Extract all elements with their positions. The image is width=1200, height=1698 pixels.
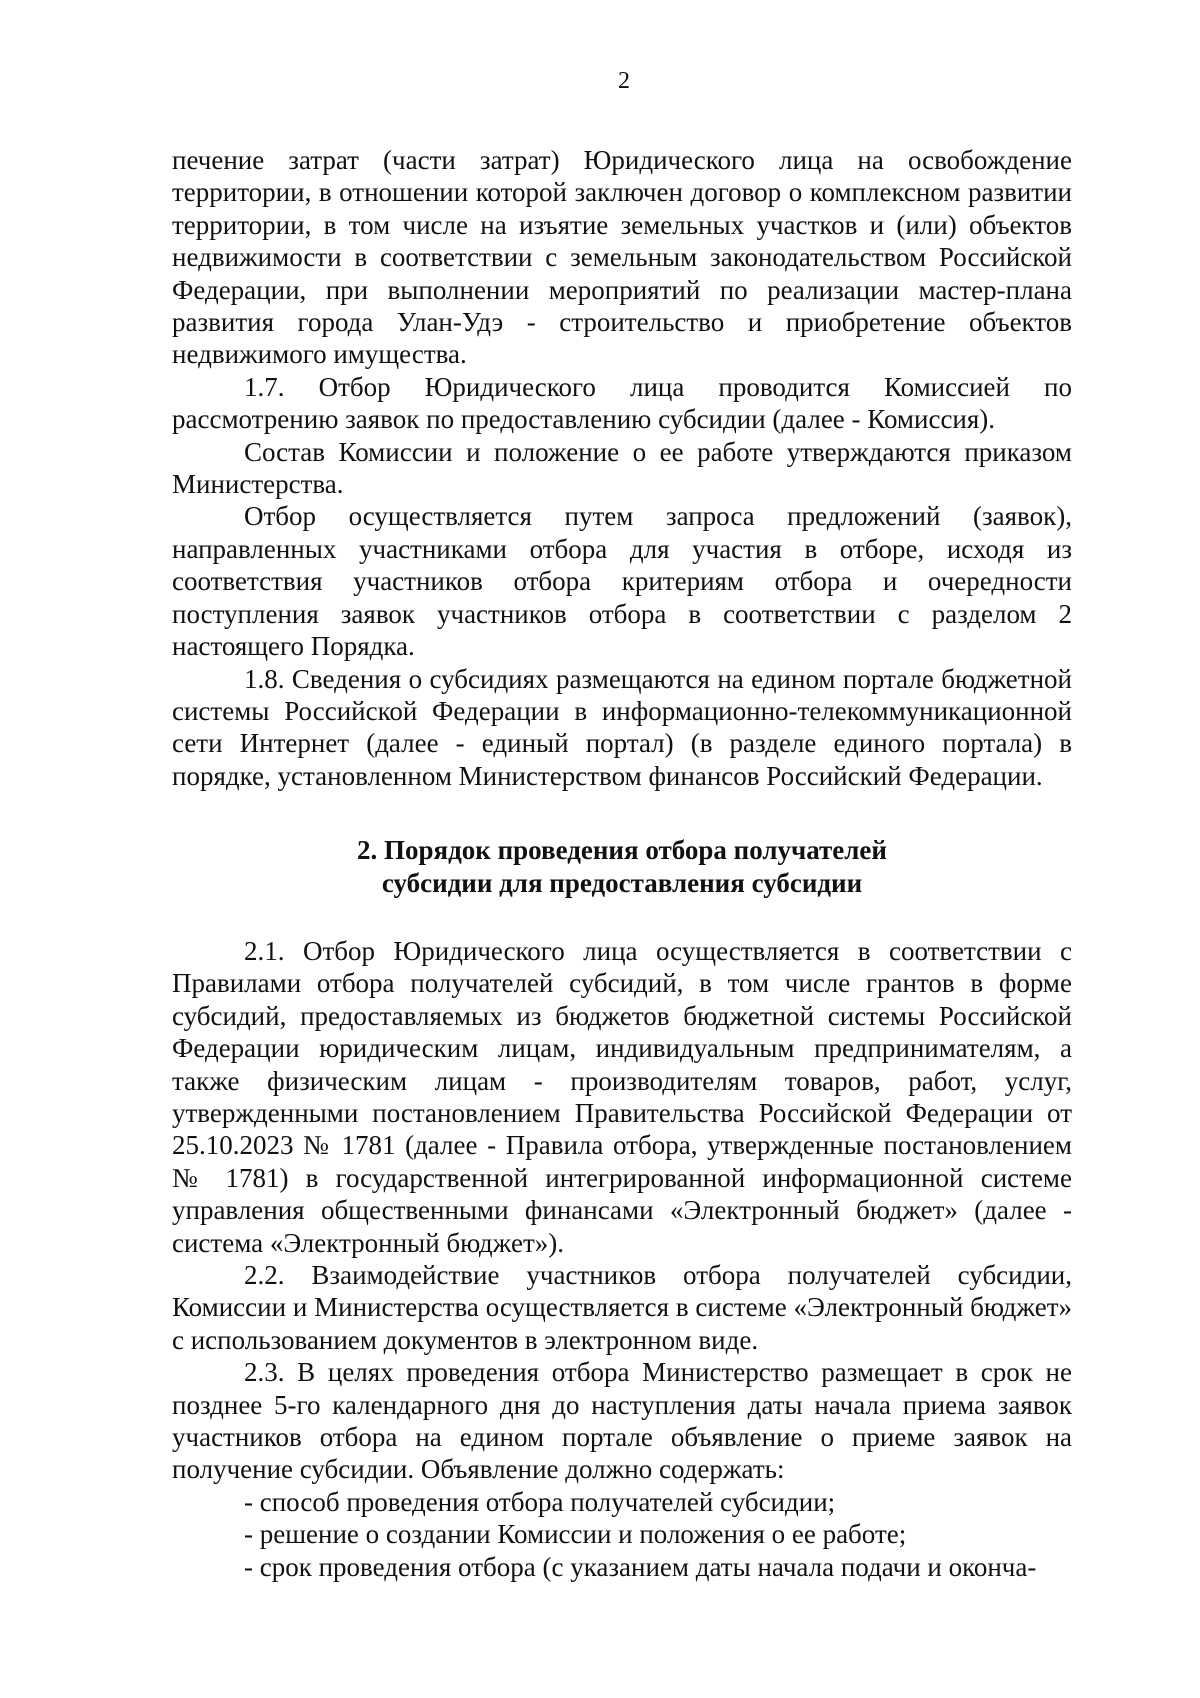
announcement-item-selection-period: - срок проведения отбора (с указанием даты начала подачи и оконча- (244, 1551, 1037, 1582)
paragraph-2-3: 2.3. В целях проведения отбора Министерство размещает в срок не позднее 5-го календарного дня до наступления даты начала приема заявок участников отбора на едином портале объявление о приеме заявок на получение субсидии. Объявление должно содержать: (172, 1357, 1072, 1485)
paragraph-commission-composition: Состав Комиссии и положение о ее работе утверждаются приказом Министерства. (172, 436, 1072, 500)
announcement-item-selection-method: - способ проведения отбора получателей субсидии; (244, 1486, 836, 1517)
section-2-heading-line-1: 2. Порядок проведения отбора получателей (357, 835, 887, 866)
announcement-item-commission-decision: - решение о создании Комиссии и положения о ее работе; (244, 1519, 907, 1550)
paragraph-2-2: 2.2. Взаимодействие участников отбора получателей субсидии, Комиссии и Министерства осуществляется в системе «Электронный бюджет» с использованием документов в электронном виде. (172, 1260, 1072, 1355)
paragraph-1-8: 1.8. Сведения о субсидиях размещаются на едином портале бюджетной системы Российской Федерации в информационно-телекоммуникационной сети Интернет (далее - единый портал) (в разделе единого портала) в порядке, установленном Министерством финансов Российский Федерации. (172, 663, 1072, 791)
section-2-heading-line-2: субсидии для предоставления субсидии (381, 867, 863, 898)
page-number: 2 (618, 68, 630, 94)
document-body (172, 144, 1072, 1583)
paragraph-1-7: 1.7. Отбор Юридического лица проводится Комиссией по рассмотрению заявок по предоставлению субсидии (далее - Комиссия). (172, 371, 1072, 435)
paragraph-2-1: 2.1. Отбор Юридического лица осуществляется в соответствии с Правилами отбора получателей субсидий, в том числе грантов в форме субсидий, предоставляемых из бюджетов бюджетной системы Российской Федерации юридическим лицам, индивидуальным предпринимателям, а также физическим лицам - производителям товаров, работ, услуг, утвержденными постановлением Правительства Российской Федерации от 25.10.2023 № 1781 (далее - Правила отбора, утвержденные постановлением № 1781) в государственной интегрированной информационной системе управления общественными финансами «Электронный бюджет» (далее - система «Электронный бюджет»). (172, 935, 1072, 1258)
paragraph-continuation: печение затрат (части затрат) Юридического лица на освобождение территории, в отношении которой заключен договор о комплексном развитии территории, в том числе на изъятие земельных участков и (или) объектов недвижимости в соответствии с земельным законодательством Российской Федерации, при выполнении мероприятий по реализации мастер-плана развития города Улан-Удэ - строительство и приобретение объектов недвижимого имущества. (172, 145, 1072, 370)
paragraph-selection-method: Отбор осуществляется путем запроса предложений (заявок), направленных участниками отбора для участия в отборе, исходя из соответствия участников отбора критериям отбора и очередности поступления заявок участников отбора в соответствии с разделом 2 настоящего Порядка. (172, 501, 1072, 662)
section-2-heading (172, 834, 1072, 899)
